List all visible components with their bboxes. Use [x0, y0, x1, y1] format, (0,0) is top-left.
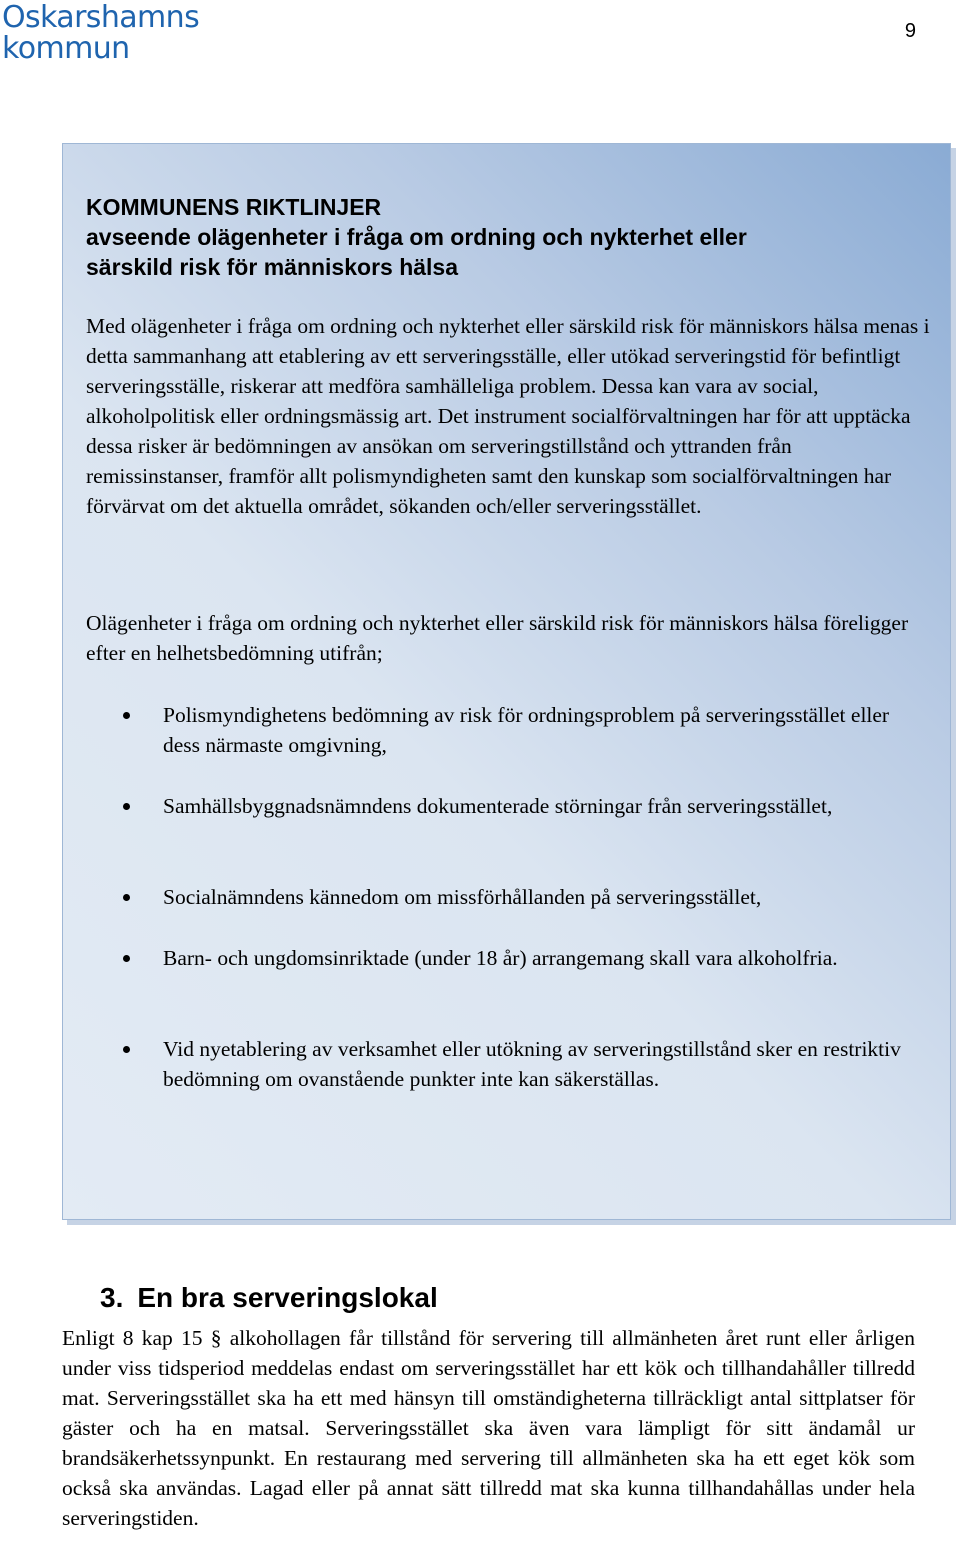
list-item — [163, 791, 923, 821]
guidelines-paragraph-1: Med olägenheter i fråga om ordning och nykterhet eller särskild risk för människors hälsa menas i detta sammanhang att etablering av ett serveringsställe, eller utökad serveringstid för befintligt serveringsställe, riskerar att medföra samhälleliga problem. Dessa kan vara av social, alkoholpolitisk eller ordningsmässig art. Det instrument socialförvaltningen har för att upptäcka dessa risker är bedömningen av ansökan om serveringstillstånd och yttranden från remissinstanser, framför allt polismyndigheten samt den kunskap som socialförvaltningen har förvärvat om det aktuella området, sökanden och/eller serveringsstället. — [86, 314, 930, 518]
page-number: 9 — [904, 20, 916, 42]
bullet-icon — [123, 894, 130, 901]
guidelines-paragraph-2: Olägenheter i fråga om ordning och nykterhet eller särskild risk för människors hälsa föreligger efter en helhetsbedömning utifrån; — [86, 611, 909, 665]
title-line-1: KOMMUNENS RIKTLINJER — [86, 194, 382, 220]
list-item — [163, 700, 923, 760]
list-item-text: Samhällsbyggnadsnämndens dokumenterade störningar från serveringsstället, — [163, 794, 833, 818]
logo-line-1: Oskarshamns — [2, 0, 200, 35]
section-title: En bra serveringslokal — [137, 1282, 438, 1313]
bullet-icon — [123, 712, 130, 719]
section-paragraph: Enligt 8 kap 15 § alkohollagen får tillstånd för servering till allmänheten året runt eller årligen under viss tidsperiod meddelas endast om serveringsstället har ett kök och tillhandahåller tillredd mat. Serveringsstället ska ha ett med hänsyn till omständigheterna tillräckligt antal sittplatser för gäster och ha en matsal. Serveringsstället ska även vara lämpligt för sitt ändamål ur brandsäkerhetssynpunkt. En restaurang med servering till allmänheten ska ha ett eget kök som också ska användas. Lagad eller på annat sätt tillredd mat ska kunna tillhandahållas under hela serveringstiden. — [62, 1326, 915, 1530]
logo-line-2: kommun — [2, 31, 130, 66]
bullet-icon — [123, 803, 130, 810]
list-item — [163, 882, 923, 912]
bullet-icon — [123, 955, 130, 962]
list-item-text: Barn- och ungdomsinriktade (under 18 år) arrangemang skall vara alkoholfria. — [163, 946, 838, 970]
section-number: 3. — [100, 1282, 124, 1313]
list-item — [163, 1034, 923, 1094]
guidelines-title — [86, 192, 747, 282]
bullet-icon — [123, 1046, 130, 1053]
title-line-2: avseende olägenheter i fråga om ordning och nykterhet eller — [86, 224, 747, 250]
list-item — [163, 943, 923, 973]
list-item-text: Socialnämndens kännedom om missförhållanden på serveringsstället, — [163, 885, 762, 909]
title-line-3: särskild risk för människors hälsa — [86, 254, 459, 280]
list-item-text: Polismyndighetens bedömning av risk för ordningsproblem på serveringsstället eller dess närmaste omgivning, — [163, 703, 890, 757]
oskarshamn-logo — [2, 2, 199, 64]
list-item-text: Vid nyetablering av verksamhet eller utökning av serveringstillstånd sker en restriktiv bedömning om ovanstående punkter inte kan säkerställas. — [163, 1037, 901, 1091]
section-heading — [100, 1280, 438, 1316]
